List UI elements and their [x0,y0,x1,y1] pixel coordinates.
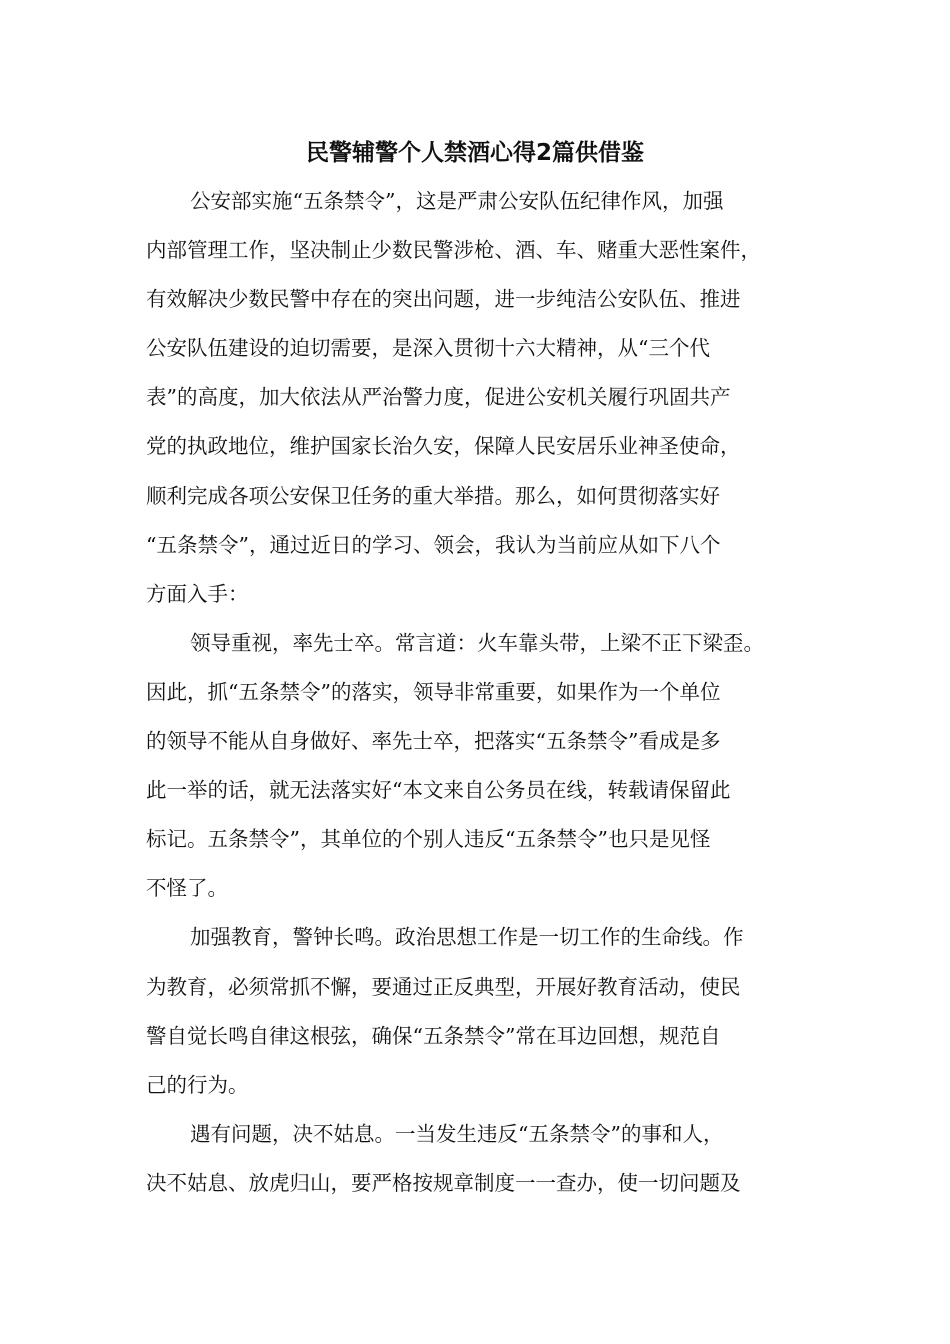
text-line: 内部管理工作，坚决制止少数民警涉枪、酒、车、赌重大恶性案件， [146,238,761,263]
text-line: 表”的高度，加大依法从严治警力度，促进公安机关履行巩固共产 [146,385,731,410]
paragraph-4 [146,1114,806,1212]
text-line: 公安部实施“五条禁令”，这是严肃公安队伍纪律作风，加强 [190,189,724,213]
text-line: 顺利完成各项公安保卫任务的重大举措。那么，如何贯彻落实好 [146,483,720,508]
document-title: 民警辅警个人禁酒心得2篇供借鉴 [305,140,644,166]
text-line: 标记。五条禁令”，其单位的个别人违反“五条禁令”也只是见怪 [146,827,711,852]
paragraph-3 [146,917,806,1113]
text-line: 党的执政地位，维护国家长治久安，保障人民安居乐业神圣使命， [146,434,741,459]
text-line: 有效解决少数民警中存在的突出问题，进一步纯洁公安队伍、推进 [146,287,741,312]
text-line: 为教育，必须常抓不懈，要通过正反典型，开展好教育活动，使民 [146,974,741,999]
text-line: 警自觉长鸣自律这根弦，确保“五条禁令”常在耳边回想，规范自 [146,1023,721,1048]
text-line: 决不姑息、放虎归山，要严格按规章制度一一查办，使一切问题及 [146,1170,741,1195]
text-line: 己的行为。 [146,1072,249,1097]
text-line: 此一举的话，就无法落实好“本文来自公务员在线，转载请保留此 [146,778,731,803]
text-line: “五条禁令”，通过近日的学习、领会，我认为当前应从如下八个 [146,532,721,557]
paragraph-1 [146,181,806,623]
text-line: 公安队伍建设的迫切需要，是深入贯彻十六大精神，从“三个代 [146,336,710,361]
text-line: 加强教育，警钟长鸣。政治思想工作是一切工作的生命线。作 [190,925,744,950]
text-line: 领导重视，率先士卒。常言道：火车靠头带，上梁不正下梁歪。 [190,630,764,655]
text-line: 遇有问题，决不姑息。一当发生违反“五条禁令”的事和人， [190,1121,724,1146]
document-body [146,181,806,1212]
text-line: 因此，抓“五条禁令”的落实，领导非常重要，如果作为一个单位 [146,679,721,704]
paragraph-2 [146,623,806,918]
text-line: 的领导不能从自身做好、率先士卒，把落实“五条禁令”看成是多 [146,729,721,754]
text-line: 不怪了。 [146,876,228,901]
text-line: 方面入手： [146,581,249,606]
